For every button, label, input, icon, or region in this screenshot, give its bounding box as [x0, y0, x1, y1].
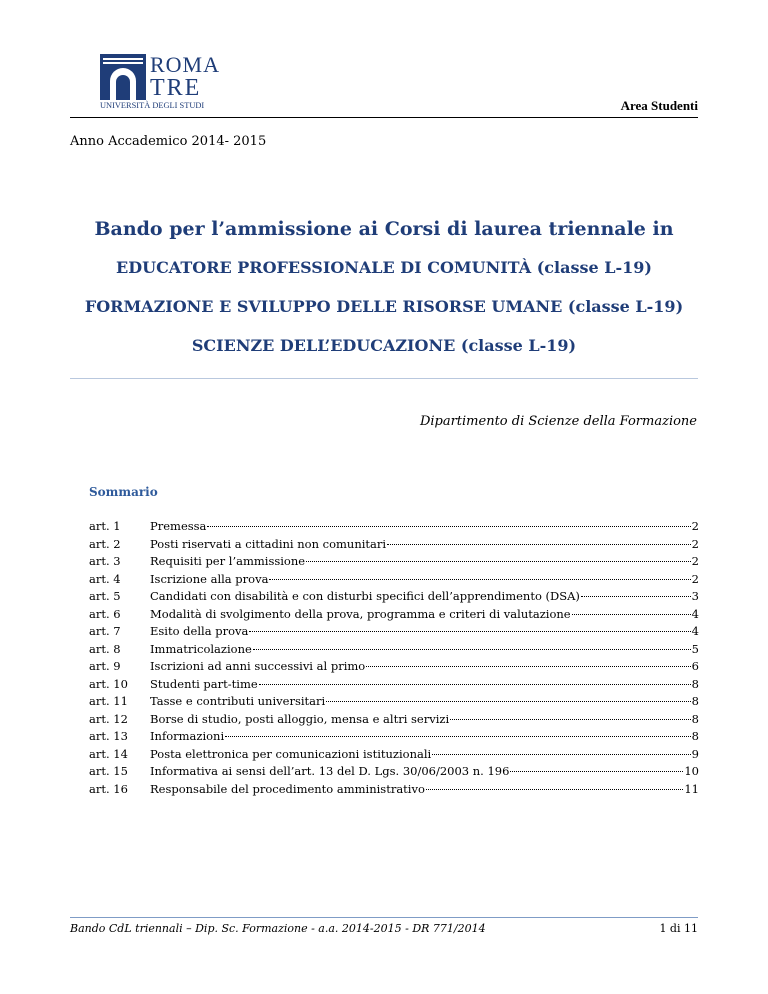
toc-article-number: art. 3 [89, 554, 121, 568]
toc-article-number: art. 8 [89, 641, 121, 656]
toc-entry[interactable] [89, 659, 699, 677]
toc-entry[interactable] [89, 729, 699, 747]
toc-dot-leader [572, 614, 691, 615]
toc-dot-leader [207, 526, 690, 527]
toc-entry[interactable] [89, 677, 699, 695]
table-of-contents [89, 519, 699, 799]
toc-article-number: art. 16 [89, 781, 128, 796]
logo-text-tre: TRE [150, 75, 202, 101]
toc-page-number: 8 [691, 694, 699, 708]
toc-page-number: 10 [684, 764, 699, 778]
title-line-2: EDUCATORE PROFESSIONALE DI COMUNITÀ (classe L-19) [116, 258, 652, 277]
toc-entry-title[interactable]: Immatricolazione [150, 641, 252, 656]
toc-dot-leader [225, 736, 691, 737]
toc-page-number: 5 [691, 641, 699, 656]
toc-article-number: art. 14 [89, 746, 128, 761]
toc-entry-title[interactable]: Esito della prova [150, 624, 249, 638]
title-line-1: Bando per l’ammissione ai Corsi di laurea triennale in [94, 218, 674, 240]
toc-entry-title[interactable]: Posta elettronica per comunicazioni istituzionali [150, 746, 432, 761]
toc-entry-title[interactable]: Iscrizioni ad anni successivi al primo [150, 659, 366, 673]
toc-article-number: art. 15 [89, 764, 128, 778]
toc-page-number: 9 [691, 746, 699, 761]
logo-text-roma: ROMA [150, 52, 221, 77]
toc-entry-title[interactable]: Candidati con disabilità e con disturbi specifici dell’apprendimento (DSA) [150, 589, 580, 603]
title-line-3: FORMAZIONE E SVILUPPO DELLE RISORSE UMANE (classe L-19) [84, 297, 684, 316]
toc-entry-title[interactable]: Informazioni [150, 729, 225, 743]
toc-entry[interactable] [89, 537, 699, 555]
toc-entry-title[interactable]: Studenti part-time [150, 676, 258, 691]
toc-entry[interactable] [89, 764, 699, 782]
toc-article-number: art. 4 [89, 571, 121, 586]
area-label: Area Studenti [620, 98, 698, 113]
toc-entry-title[interactable]: Iscrizione alla prova [150, 571, 269, 586]
toc-entry[interactable] [89, 572, 699, 590]
toc-entry[interactable] [89, 782, 699, 800]
academic-year: Anno Accademico 2014- 2015 [70, 134, 267, 149]
toc-article-number: art. 10 [89, 676, 128, 691]
toc-entry-title[interactable]: Modalità di svolgimento della prova, programma e criteri di valutazione [150, 606, 571, 621]
toc-page-number: 2 [691, 554, 699, 568]
toc-page-number: 4 [691, 624, 699, 638]
toc-entry[interactable] [89, 607, 699, 625]
toc-article-number: art. 2 [89, 536, 121, 551]
toc-dot-leader [387, 544, 691, 545]
department-name: Dipartimento di Scienze della Formazione [419, 414, 697, 429]
toc-article-number: art. 11 [89, 694, 128, 708]
toc-dot-leader [326, 701, 690, 702]
toc-entry[interactable] [89, 519, 699, 537]
footer-divider [70, 917, 698, 918]
toc-page-number: 4 [691, 606, 699, 621]
title-divider [70, 378, 698, 379]
toc-article-number: art. 13 [89, 729, 128, 743]
toc-article-number: art. 1 [89, 519, 121, 533]
toc-dot-leader [259, 684, 691, 685]
toc-article-number: art. 9 [89, 659, 121, 673]
toc-page-number: 8 [691, 729, 699, 743]
toc-entry[interactable] [89, 554, 699, 572]
toc-article-number: art. 7 [89, 624, 121, 638]
toc-entry-title[interactable]: Requisiti per l’ammissione [150, 554, 306, 568]
toc-entry-title[interactable]: Responsabile del procedimento amministrativo [150, 781, 425, 796]
toc-article-number: art. 12 [89, 711, 128, 726]
toc-entry[interactable] [89, 642, 699, 660]
toc-page-number: 2 [691, 571, 699, 586]
toc-page-number: 11 [684, 781, 699, 796]
toc-entry-title[interactable]: Premessa [150, 519, 207, 533]
toc-page-number: 8 [691, 676, 699, 691]
toc-dot-leader [249, 631, 690, 632]
toc-entry[interactable] [89, 712, 699, 730]
toc-entry-title[interactable]: Borse di studio, posti alloggio, mensa e altri servizi [150, 711, 450, 726]
toc-dot-leader [432, 754, 690, 755]
toc-entry[interactable] [89, 589, 699, 607]
toc-entry-title[interactable]: Informativa ai sensi dell’art. 13 del D. Lgs. 30/06/2003 n. 196 [150, 764, 510, 778]
toc-dot-leader [581, 596, 691, 597]
toc-entry[interactable] [89, 624, 699, 642]
toc-entry-title[interactable]: Tasse e contributi universitari [150, 694, 326, 708]
toc-article-number: art. 5 [89, 589, 121, 603]
toc-page-number: 2 [691, 519, 699, 533]
toc-entry[interactable] [89, 694, 699, 712]
toc-entry[interactable] [89, 747, 699, 765]
toc-dot-leader [306, 561, 691, 562]
page-number: 1 di 11 [659, 922, 698, 935]
toc-article-number: art. 6 [89, 606, 121, 621]
toc-page-number: 3 [691, 589, 699, 603]
toc-dot-leader [253, 649, 691, 650]
toc-page-number: 6 [691, 659, 699, 673]
summary-heading: Sommario [89, 485, 158, 499]
toc-page-number: 2 [691, 536, 699, 551]
logo-arch-icon [100, 54, 146, 100]
toc-entry-title[interactable]: Posti riservati a cittadini non comunitari [150, 536, 387, 551]
toc-dot-leader [510, 771, 683, 772]
toc-dot-leader [269, 579, 690, 580]
toc-page-number: 8 [691, 711, 699, 726]
toc-dot-leader [426, 789, 683, 790]
logo-text-university: UNIVERSITÀ DEGLI STUDI [100, 101, 205, 110]
toc-dot-leader [450, 719, 691, 720]
title-line-4: SCIENZE DELL’EDUCAZIONE (classe L-19) [191, 336, 577, 355]
toc-dot-leader [366, 666, 690, 667]
footer-reference: Bando CdL triennali – Dip. Sc. Formazione - a.a. 2014-2015 - DR 771/2014 [70, 922, 486, 935]
header-divider [70, 117, 698, 118]
university-logo [100, 52, 221, 110]
